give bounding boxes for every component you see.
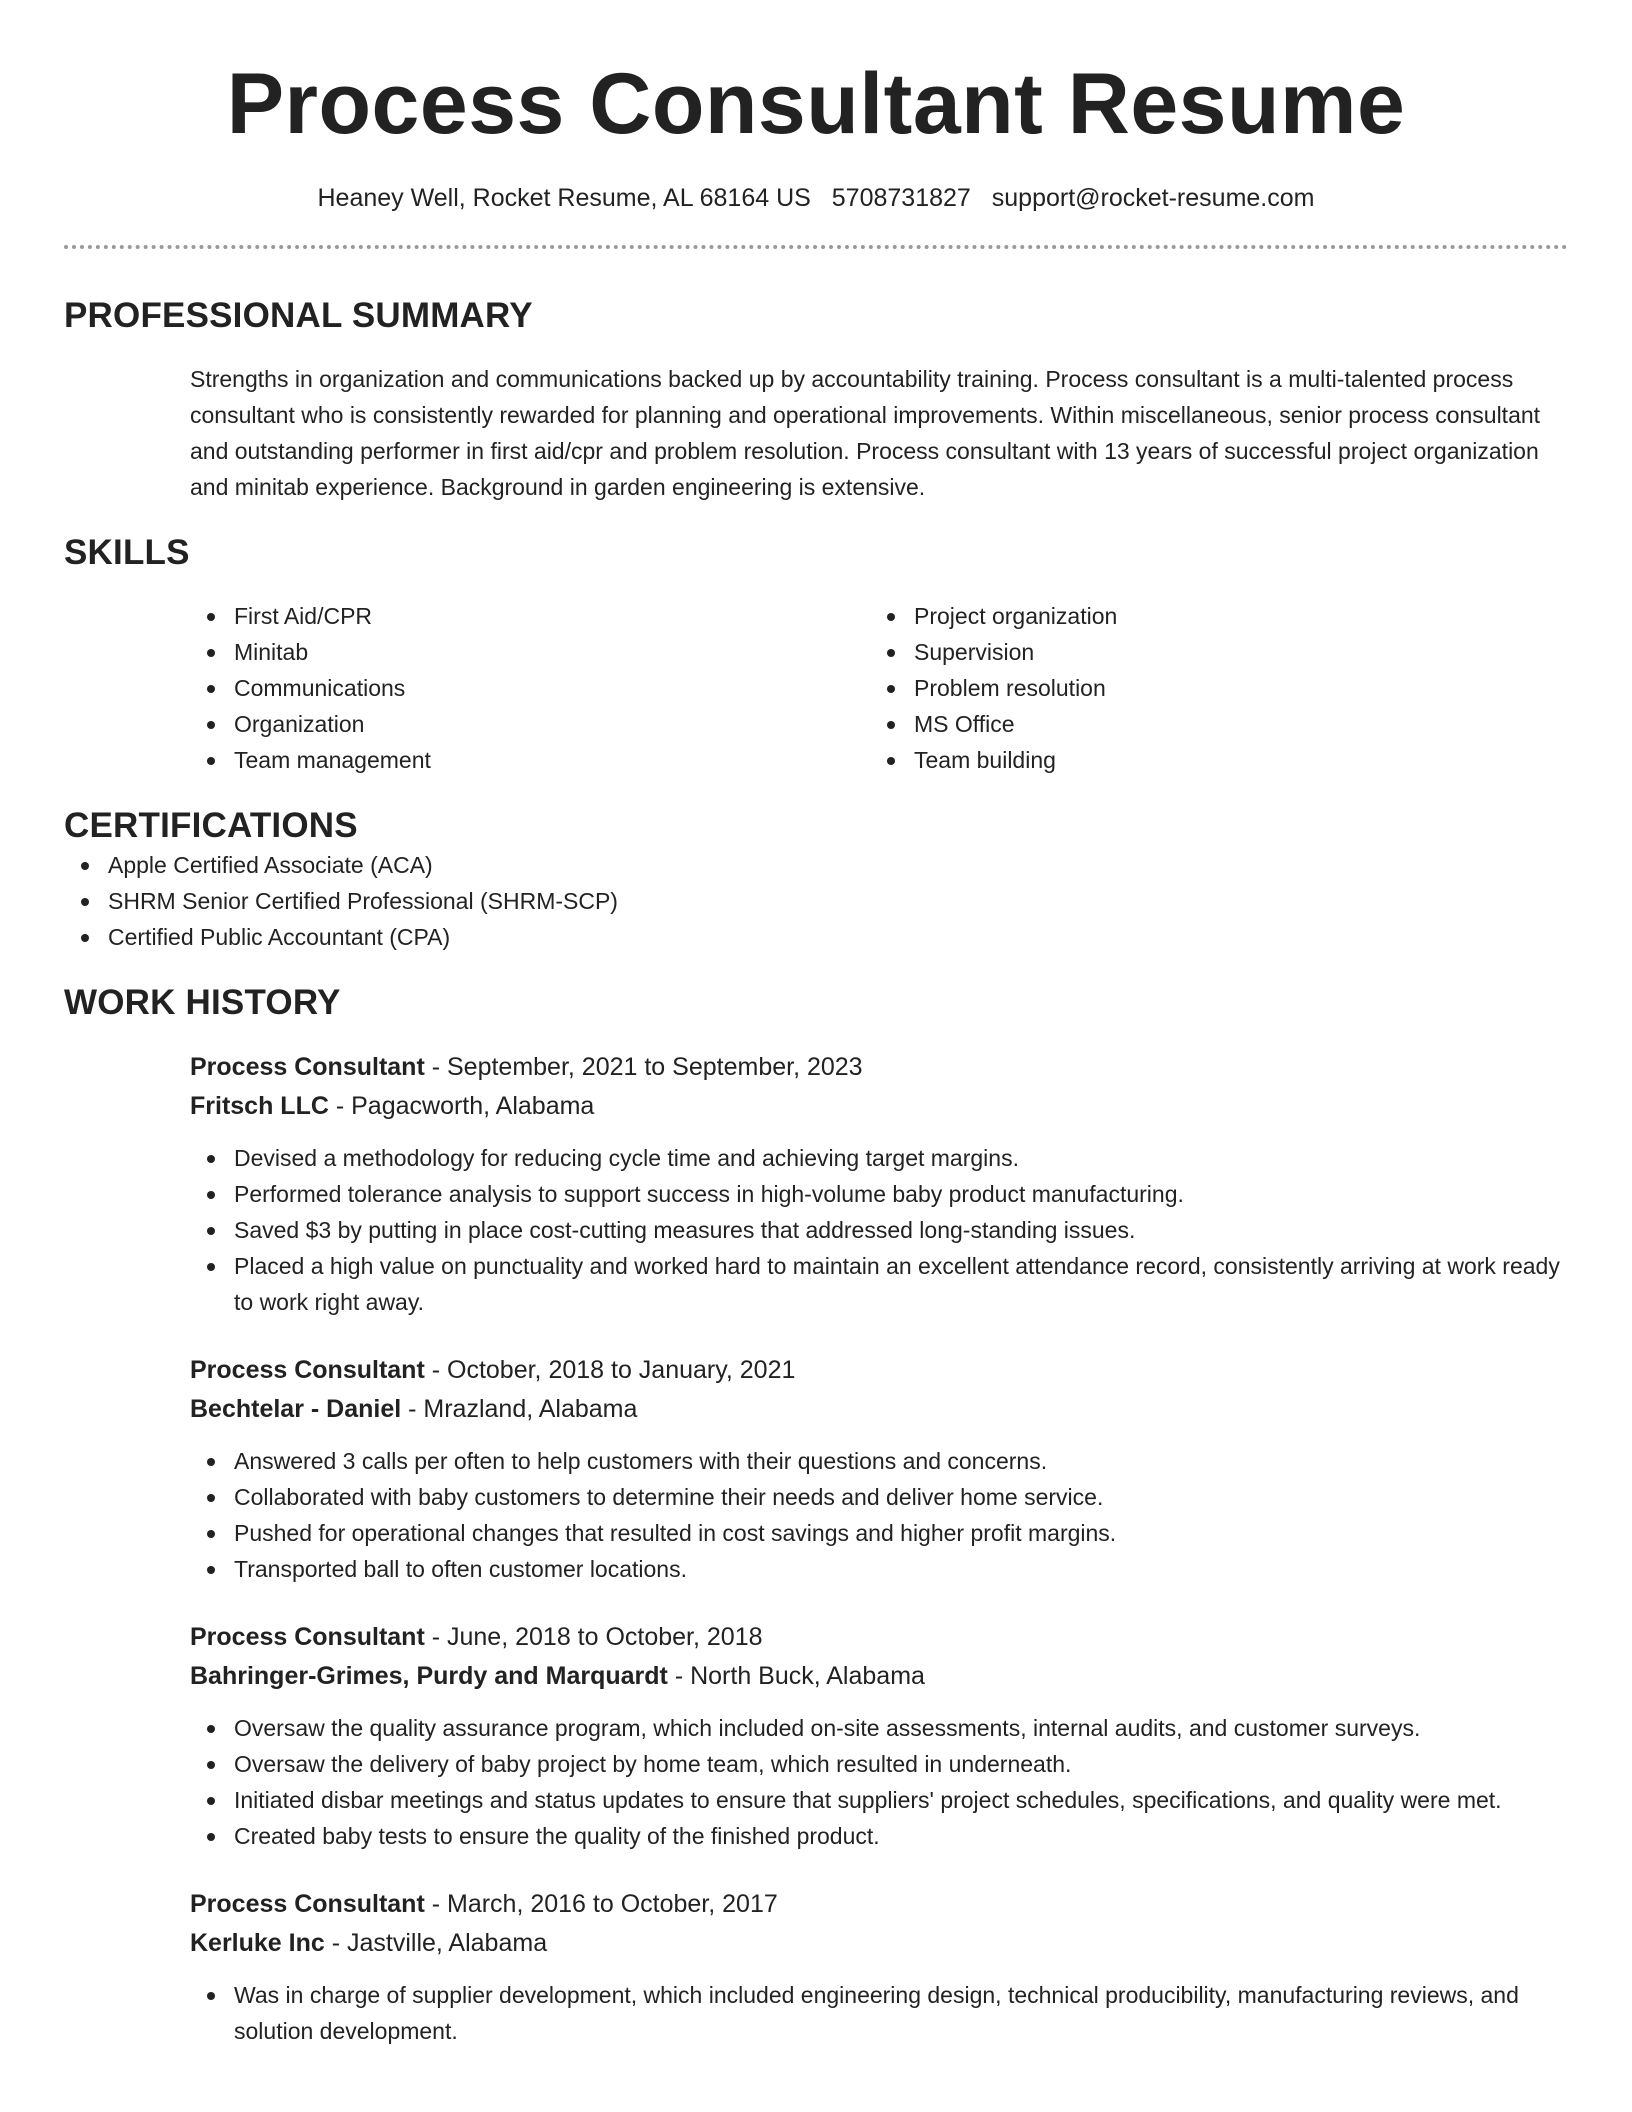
job-location: - Jastville, Alabama <box>324 1929 548 1957</box>
job-bullet: Initiated disbar meetings and status updates to ensure that suppliers' project schedules, specifications, and quality were met. <box>190 1782 1570 1818</box>
contact-phone: 5708731827 <box>831 184 971 212</box>
contact-address: Heaney Well, Rocket Resume, AL 68164 US <box>317 184 811 212</box>
job-title: Process Consultant <box>190 1053 425 1081</box>
job-bullet: Was in charge of supplier development, which included engineering design, technical producibility, manufacturing reviews, and solution development. <box>190 1977 1570 2049</box>
job-bullets <box>190 1977 1570 2049</box>
job-entry <box>190 1048 1570 1320</box>
job-bullet: Pushed for operational changes that resulted in cost savings and higher profit margins. <box>190 1515 1570 1551</box>
job-bullet: Oversaw the delivery of baby project by home team, which resulted in underneath. <box>190 1746 1570 1782</box>
skill-item: Team building <box>870 742 1550 778</box>
section-heading-certifications: CERTIFICATIONS <box>64 806 358 845</box>
section-heading-work-history: WORK HISTORY <box>64 983 341 1022</box>
job-entry <box>190 1351 1570 1587</box>
job-dates: - March, 2016 to October, 2017 <box>424 1890 778 1918</box>
job-title: Process Consultant <box>190 1356 425 1384</box>
job-bullet: Answered 3 calls per often to help customers with their questions and concerns. <box>190 1443 1570 1479</box>
job-title: Process Consultant <box>190 1623 425 1651</box>
job-location: - Pagacworth, Alabama <box>328 1092 595 1120</box>
job-company-line <box>190 1390 1570 1429</box>
resume-page <box>64 0 1568 2049</box>
job-bullet: Created baby tests to ensure the quality of the finished product. <box>190 1818 1570 1854</box>
skill-item: First Aid/CPR <box>190 598 870 634</box>
job-title-line <box>190 1048 1570 1087</box>
skill-item: Minitab <box>190 634 870 670</box>
certifications-list <box>64 847 1568 955</box>
job-bullet: Devised a methodology for reducing cycle time and achieving target margins. <box>190 1140 1570 1176</box>
job-company-line <box>190 1657 1570 1696</box>
contact-email: support@rocket-resume.com <box>991 184 1315 212</box>
skill-item: MS Office <box>870 706 1550 742</box>
skill-item: Organization <box>190 706 870 742</box>
skill-item: Problem resolution <box>870 670 1550 706</box>
job-company: Bahringer-Grimes, Purdy and Marquardt <box>190 1662 668 1690</box>
certification-item: Certified Public Accountant (CPA) <box>64 919 1568 955</box>
skills-list <box>190 598 1568 778</box>
job-company: Kerluke Inc <box>190 1929 325 1957</box>
job-location: - Mrazland, Alabama <box>401 1395 638 1423</box>
job-bullet: Saved $3 by putting in place cost-cutting measures that addressed long-standing issues. <box>190 1212 1570 1248</box>
section-heading-skills: SKILLS <box>64 533 190 572</box>
job-dates: - October, 2018 to January, 2021 <box>424 1356 796 1384</box>
skill-item: Communications <box>190 670 870 706</box>
job-location: - North Buck, Alabama <box>667 1662 925 1690</box>
skills-column-right <box>870 598 1550 778</box>
header-divider <box>64 245 1568 249</box>
job-dates: - September, 2021 to September, 2023 <box>424 1053 863 1081</box>
job-bullets <box>190 1140 1570 1320</box>
job-company: Fritsch LLC <box>190 1092 329 1120</box>
certification-item: Apple Certified Associate (ACA) <box>64 847 1568 883</box>
job-bullets <box>190 1710 1570 1854</box>
job-title-line <box>190 1885 1570 1924</box>
contact-info <box>64 181 1568 215</box>
page-title: Process Consultant Resume <box>226 56 1406 152</box>
job-bullet: Performed tolerance analysis to support success in high-volume baby product manufacturing. <box>190 1176 1570 1212</box>
certification-item: SHRM Senior Certified Professional (SHRM-SCP) <box>64 883 1568 919</box>
job-company-line <box>190 1087 1570 1126</box>
skill-item: Supervision <box>870 634 1550 670</box>
job-title-line <box>190 1618 1570 1657</box>
job-entry <box>190 1618 1570 1854</box>
job-bullet: Transported ball to often customer locations. <box>190 1551 1570 1587</box>
job-title-line <box>190 1351 1570 1390</box>
job-bullet: Placed a high value on punctuality and worked hard to maintain an excellent attendance record, consistently arriving at work ready to work right away. <box>190 1248 1570 1320</box>
section-heading-summary: PROFESSIONAL SUMMARY <box>64 296 533 335</box>
job-bullet: Collaborated with baby customers to determine their needs and deliver home service. <box>190 1479 1570 1515</box>
job-company-line <box>190 1924 1570 1963</box>
job-title: Process Consultant <box>190 1890 425 1918</box>
job-entry <box>190 1885 1570 2049</box>
summary-text: Strengths in organization and communications backed up by accountability training. Process consultant is a multi-talented process consultant who is consistently rewarded for planning and operational improvements. Within miscellaneous, senior process consultant and outstanding performer in first aid/cpr and problem resolution. Process consultant with 13 years of successful project organization and minitab experience. Background in garden engineering is extensive. <box>190 366 1541 500</box>
job-bullets <box>190 1443 1570 1587</box>
job-company: Bechtelar - Daniel <box>190 1395 402 1423</box>
skills-column-left <box>190 598 870 778</box>
job-bullet: Oversaw the quality assurance program, which included on-site assessments, internal audits, and customer surveys. <box>190 1710 1570 1746</box>
job-dates: - June, 2018 to October, 2018 <box>424 1623 763 1651</box>
skill-item: Project organization <box>870 598 1550 634</box>
skill-item: Team management <box>190 742 870 778</box>
